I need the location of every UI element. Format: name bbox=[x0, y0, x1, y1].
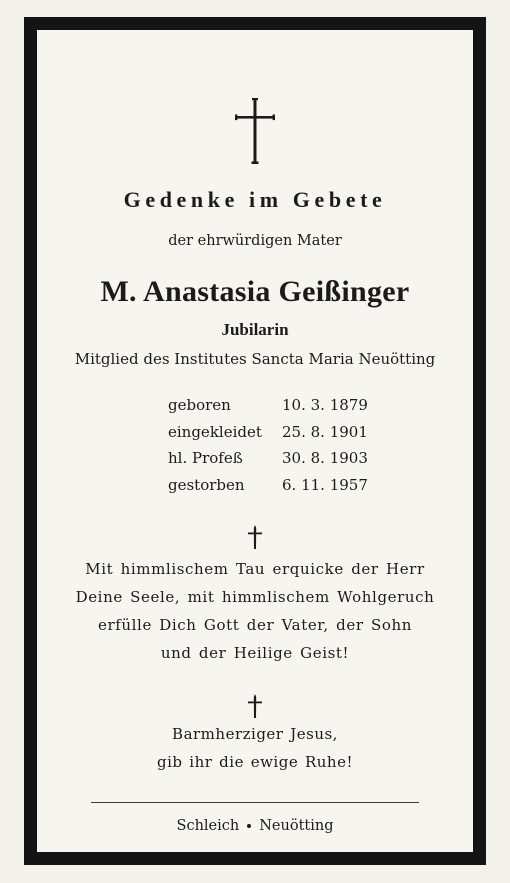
printer-name: Schleich bbox=[176, 818, 240, 834]
closing-line: gib ihr die ewige Ruhe! bbox=[157, 753, 353, 771]
prayer-line: Deine Seele, mit himmlischem Wohlgeruch bbox=[75, 588, 435, 606]
memorial-card bbox=[24, 17, 486, 865]
date-label: hl. Profeß bbox=[168, 449, 243, 467]
prayer-text bbox=[37, 555, 473, 667]
separator-dot bbox=[247, 824, 251, 828]
divider-line bbox=[91, 802, 419, 803]
institute-line: Mitglied des Institutes Sancta Maria Neuötting bbox=[74, 350, 436, 368]
prayer-line: Mit himmlischem Tau erquicke der Herr bbox=[85, 560, 425, 578]
closing-prayer bbox=[37, 720, 473, 776]
closing-line: Barmherziger Jesus, bbox=[172, 725, 338, 743]
prayer-line: erfülle Dich Gott der Vater, der Sohn bbox=[97, 616, 412, 634]
memorial-subheading: der ehrwürdigen Mater bbox=[168, 233, 342, 249]
date-label: geboren bbox=[168, 396, 231, 414]
date-value: 30. 8. 1903 bbox=[282, 449, 368, 467]
printer-credit bbox=[37, 818, 473, 834]
card-content bbox=[37, 30, 473, 852]
date-value: 6. 11. 1957 bbox=[282, 475, 368, 494]
printer-town: Neuötting bbox=[259, 818, 334, 834]
date-row bbox=[168, 419, 368, 446]
prayer-line: und der Heilige Geist! bbox=[160, 644, 350, 662]
deceased-name: M. Anastasia Geißinger bbox=[100, 275, 410, 308]
date-row bbox=[168, 472, 368, 499]
date-label: gestorben bbox=[168, 475, 245, 494]
date-value: 25. 8. 1901 bbox=[282, 422, 368, 441]
date-row bbox=[168, 445, 368, 472]
memorial-heading: Gedenke im Gebete bbox=[123, 187, 387, 212]
life-dates bbox=[168, 392, 368, 498]
deceased-title: Jubilarin bbox=[221, 320, 289, 339]
date-value: 10. 3. 1879 bbox=[282, 396, 368, 414]
dagger-icon bbox=[37, 694, 473, 718]
date-row bbox=[168, 392, 368, 419]
dagger-icon bbox=[37, 525, 473, 549]
cross-icon bbox=[37, 98, 473, 164]
date-label: eingekleidet bbox=[168, 422, 262, 441]
